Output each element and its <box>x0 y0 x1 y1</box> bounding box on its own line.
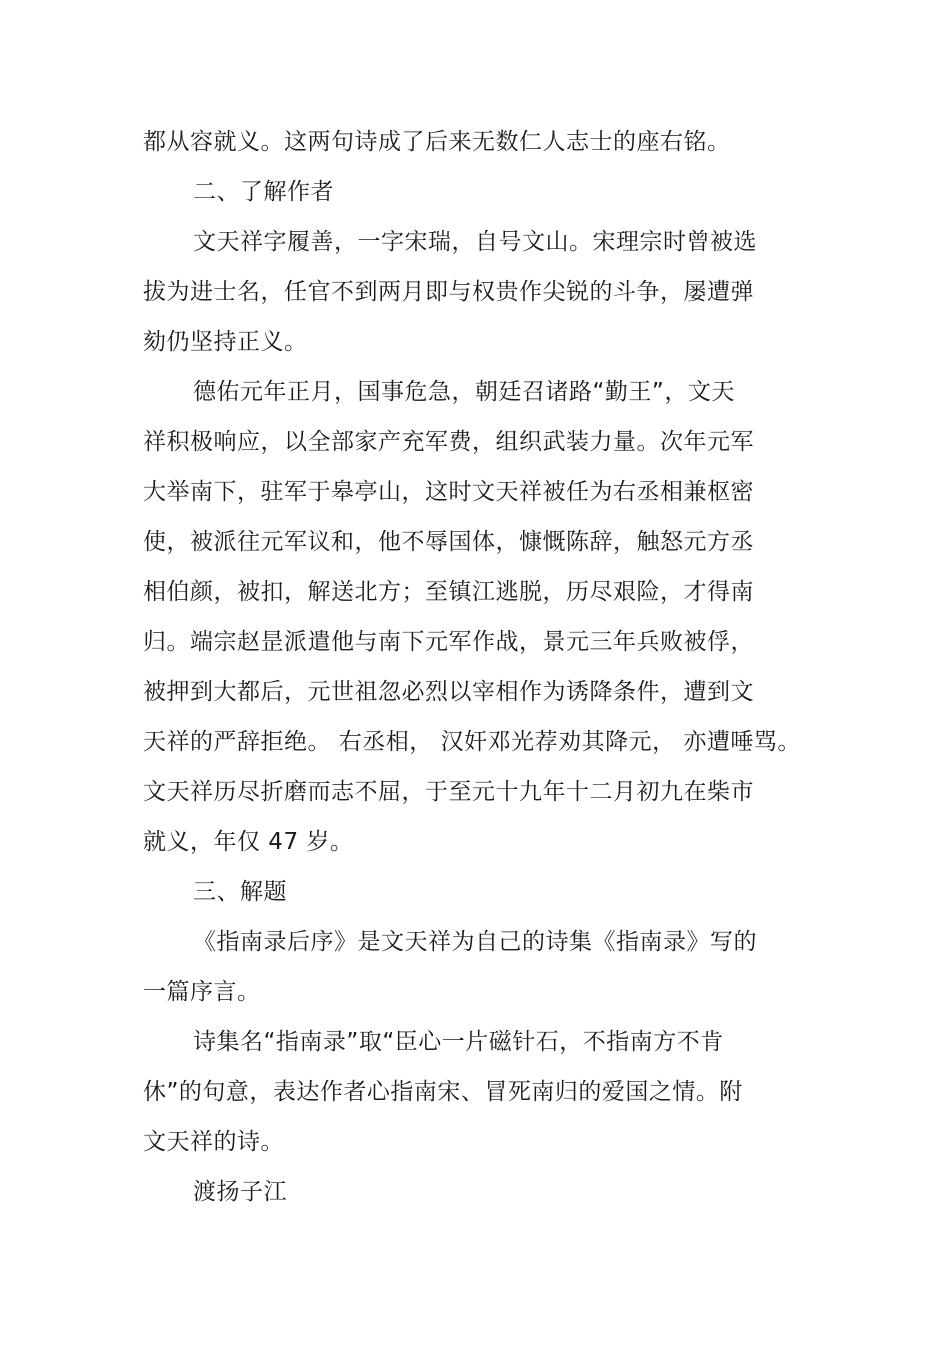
text-line: 天祥的严辞拒绝。 右丞相， 汉奸邓光荐劝其降元， 亦遭唾骂。 <box>143 729 801 755</box>
text-line: 《指南录后序》是文天祥为自己的诗集《指南录》写的 <box>193 929 757 955</box>
poem-title: 渡扬子江 <box>193 1179 287 1205</box>
text-line: 拔为进士名，任官不到两月即与权贵作尖锐的斗争，屡遭弹 <box>143 279 754 305</box>
text-line: 相伯颜，被扣，解送北方；至镇江逃脱，历尽艰险，才得南 <box>143 579 754 605</box>
text-line: 都从容就义。这两句诗成了后来无数仁人志士的座右铭。 <box>143 129 731 155</box>
text-line: 诗集名“指南录”取“臣心一片磁针石，不指南方不肯 <box>193 1029 724 1055</box>
text-line: 大举南下，驻军于皋亭山，这时文天祥被任为右丞相兼枢密 <box>143 479 754 505</box>
text-line: 文天祥字履善，一字宋瑞，自号文山。宋理宗时曾被选 <box>193 229 757 255</box>
text-line: 文天祥历尽折磨而志不屈，于至元十九年十二月初九在柴市 <box>143 779 754 805</box>
text-line: 德佑元年正月，国事危急，朝廷召诸路“勤王”，文天 <box>193 379 735 405</box>
text-line: 休”的句意，表达作者心指南宋、冒死南归的爱国之情。附 <box>143 1079 743 1105</box>
text-line: 就义，年仅 47 岁。 <box>143 829 354 855</box>
section-heading: 三、解题 <box>193 879 287 905</box>
section-heading: 二、了解作者 <box>193 179 334 205</box>
text-line: 归。端宗赵昰派遣他与南下元军作战，景元三年兵败被俘， <box>143 629 754 655</box>
text-line: 劾仍坚持正义。 <box>143 329 308 355</box>
text-line: 文天祥的诗。 <box>143 1129 284 1155</box>
text-line: 一篇序言。 <box>143 979 261 1005</box>
text-line: 被押到大都后，元世祖忽必烈以宰相作为诱降条件，遭到文 <box>143 679 754 705</box>
text-line: 祥积极响应，以全部家产充军费，组织武装力量。次年元军 <box>143 429 754 455</box>
text-line: 使，被派往元军议和，他不辱国体，慷慨陈辞，触怒元方丞 <box>143 529 754 555</box>
